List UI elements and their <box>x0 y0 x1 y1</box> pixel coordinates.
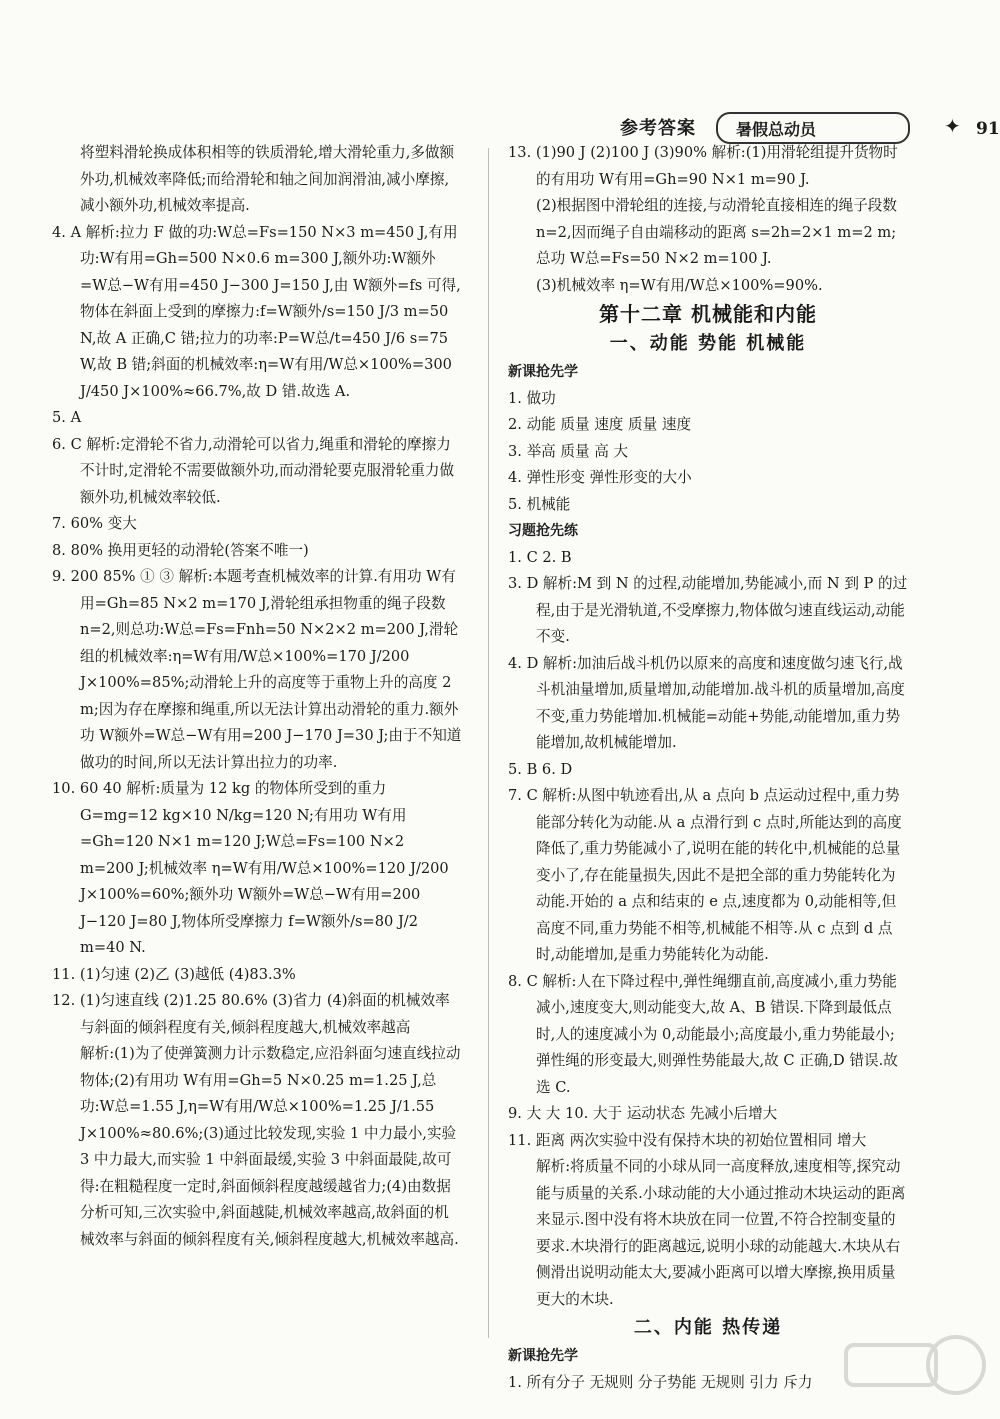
list-item: 5. B 6. D <box>508 760 573 778</box>
list-item: 3. D 解析:M 到 N 的过程,动能增加,势能减小,而 N 到 P 的过程,由于是光滑轨道,不受摩擦力,物体做匀速直线运动,动能不变. <box>508 575 908 645</box>
answer-12-analysis: 解析:(1)为了使弹簧测力计示数稳定,应沿斜面匀速直线拉动物体;(2)有用功 W有用=Gh=5 N×0.25 m=1.25 J,总功:W总=1.55 J,η=W有用/W总×100%=1.25 J/1.55 J×100%≈80.6%;(3)通过比较发现,实验 1 中力最小,实验 3 中力最大,而实验 1 中斜面最缓,实验 3 中斜面最陡,故可得:在粗糙程度一定时,斜面倾斜程度越缓越省力;(4)由数据分析可知,三次实验中,斜面越陡,机械效率越高,故斜面的机械效率与斜面的倾斜程度有关,倾斜程度越大,机械效率越高. <box>80 1045 461 1248</box>
sparkle-icon: ✦ <box>944 114 961 138</box>
left-column <box>52 140 462 1253</box>
answer-4: 4. A 解析:拉力 F 做的功:W总=Fs=150 N×3 m=450 J,有用功:W有用=Gh=500 N×0.6 m=300 J,额外功:W额外=W总−W有用=450 J−300 J=150 J,由 W额外=fs 可得,物体在斜面上受到的摩擦力:f=W额外/s=150 J/3 m=50 N,故 A 正确,C 错;拉力的功率:P=W总/t=450 J/6 s=75 W,故 B 错;斜面的机械效率:η=W有用/W总×100%=300 J/450 J×100%≈66.7%,故 D 错.故选 A. <box>52 223 461 400</box>
right-column <box>508 140 908 1396</box>
list-item: 11. 距离 两次实验中没有保持木块的初始位置相同 增大 <box>508 1131 867 1149</box>
list-item: 4. 弹性形变 弹性形变的大小 <box>508 469 692 486</box>
section-title: 二、内能 热传递 <box>633 1317 783 1338</box>
answer-10: 10. 60 40 解析:质量为 12 kg 的物体所受到的重力 G=mg=12 kg×10 N/kg=120 N;有用功 W有用=Gh=120 N×1 m=120 J;W总=Fs=100 N×2 m=200 J;机械效率 η=W有用/W总×100%=120 J/200 J×100%=60%;额外功 W额外=W总−W有用=200 J−120 J=80 J,物体所受摩擦力 f=W额外/s=80 J/2 m=40 N. <box>52 780 449 956</box>
answer-13-part3: (3)机械效率 η=W有用/W总×100%=90%. <box>536 276 823 294</box>
list-item: 1. 所有分子 无规则 分子势能 无规则 引力 斥力 <box>508 1373 813 1391</box>
subsection-heading: 新课抢先学 <box>508 1348 578 1364</box>
list-item: 1. 做功 <box>508 389 556 407</box>
column-divider <box>488 148 489 1338</box>
list-item: 1. C 2. B <box>508 548 572 566</box>
answer-9: 9. 200 85% ① ③ 解析:本题考查机械效率的计算.有用功 W有用=Gh=85 N×2 m=170 J,滑轮组承担物重的绳子段数 n=2,则总功:W总=Fs=Fnh=50 N×2×2 m=200 J,滑轮组的机械效率:η=W有用/W总×100%=170 J/200 J×100%=85%;动滑轮上升的高度等于重物上升的高度 2 m;因为存在摩擦和绳重,所以无法计算出动滑轮的重力.额外功 W额外=W总−W有用=200 J−170 J=30 J;由于不知道做功的时间,所以无法计算出拉力的功率. <box>52 568 462 771</box>
list-item: 8. C 解析:人在下降过程中,弹性绳绷直前,高度减小,重力势能减小,速度变大,则动能变大,故 A、B 错误.下降到最低点时,人的速度减小为 0,动能最小;高度最小,重力势能最小;弹性绳的形变最大,则弹性势能最大,故 C 正确,D 错误.故选 C. <box>508 972 898 1096</box>
header-ref-label: 参考答案 <box>620 118 696 139</box>
answer-8: 8. 80% 换用更轻的动滑轮(答案不唯一) <box>52 541 309 559</box>
section-title: 一、动能 势能 机械能 <box>609 333 807 354</box>
list-item-analysis: 解析:将质量不同的小球从同一高度释放,速度相等,探究动能与质量的关系.小球动能的大小通过推动木块运动的距离来显示.图中没有将木块放在同一位置,不符合控制变量的要求.木块滑行的距离越远,说明小球的动能越大.木块从右侧滑出说明动能太大,要减小距离可以增大摩擦,换用质量更大的木块. <box>536 1158 906 1308</box>
list-item: 9. 大 大 10. 大于 运动状态 先减小后增大 <box>508 1105 778 1122</box>
list-item: 2. 动能 质量 速度 质量 速度 <box>508 416 692 433</box>
answer-5: 5. A <box>52 409 82 426</box>
list-item: 4. D 解析:加油后战斗机仍以原来的高度和速度做匀速飞行,战斗机油量增加,质量增加,动能增加.战斗机的质量增加,高度不变,重力势能增加.机械能=动能+势能,动能增加,重力势能增加,故机械能增加. <box>508 654 905 751</box>
answer-6: 6. C 解析:定滑轮不省力,动滑轮可以省力,绳重和滑轮的摩擦力不计时,定滑轮不需要做额外功,而动滑轮要克服滑轮重力做额外功,机械效率较低. <box>52 435 455 506</box>
answer-13: 13. (1)90 J (2)100 J (3)90% 解析:(1)用滑轮组提升货物时的有用功 W有用=Gh=90 N×1 m=90 J. <box>508 144 898 188</box>
subsection-heading: 新课抢先学 <box>508 364 578 380</box>
list-item: 5. 机械能 <box>508 495 571 513</box>
answer-7: 7. 60% 变大 <box>52 515 137 532</box>
list-item: 3. 举高 质量 高 大 <box>508 442 629 460</box>
subsection-heading: 习题抢先练 <box>508 523 578 539</box>
answer-12: 12. (1)匀速直线 (2)1.25 80.6% (3)省力 (4)斜面的机械效率与斜面的倾斜程度有关,倾斜程度越大,机械效率越高 <box>52 992 450 1036</box>
list-item: 7. C 解析:从图中轨迹看出,从 a 点向 b 点运动过程中,重力势能部分转化为动能.从 a 点滑行到 c 点时,所能达到的高度降低了,重力势能减小了,说明在能的转化中,机械能的总量变小了,存在能量损失,因此不是把全部的重力势能转化为动能.开始的 a 点和结束的 e 点,速度都为 0,动能相等,但高度不同,重力势能不相等,机械能不相等.从 c 点到 d 点时,动能增加,是重力势能转化为动能. <box>508 787 902 963</box>
answer-11: 11. (1)匀速 (2)乙 (3)越低 (4)83.3% <box>52 965 296 983</box>
paragraph: 将塑料滑轮换成体积相等的铁质滑轮,增大滑轮重力,多做额外功,机械效率降低;而给滑轮和轴之间加润滑油,减小摩擦,减小额外功,机械效率提高. <box>80 144 455 214</box>
chapter-title: 第十二章 机械能和内能 <box>599 302 817 326</box>
header-title: 暑假总动员 <box>736 120 817 139</box>
watermark-logo <box>836 1330 986 1410</box>
answer-13-part2: (2)根据图中滑轮组的连接,与动滑轮直接相连的绳子段数 n=2,因而绳子自由端移动的距离 s=2h=2×1 m=2 m;总功 W总=Fs=50 N×2 m=100 J. <box>536 197 897 267</box>
page-number: 91 <box>976 119 1000 139</box>
